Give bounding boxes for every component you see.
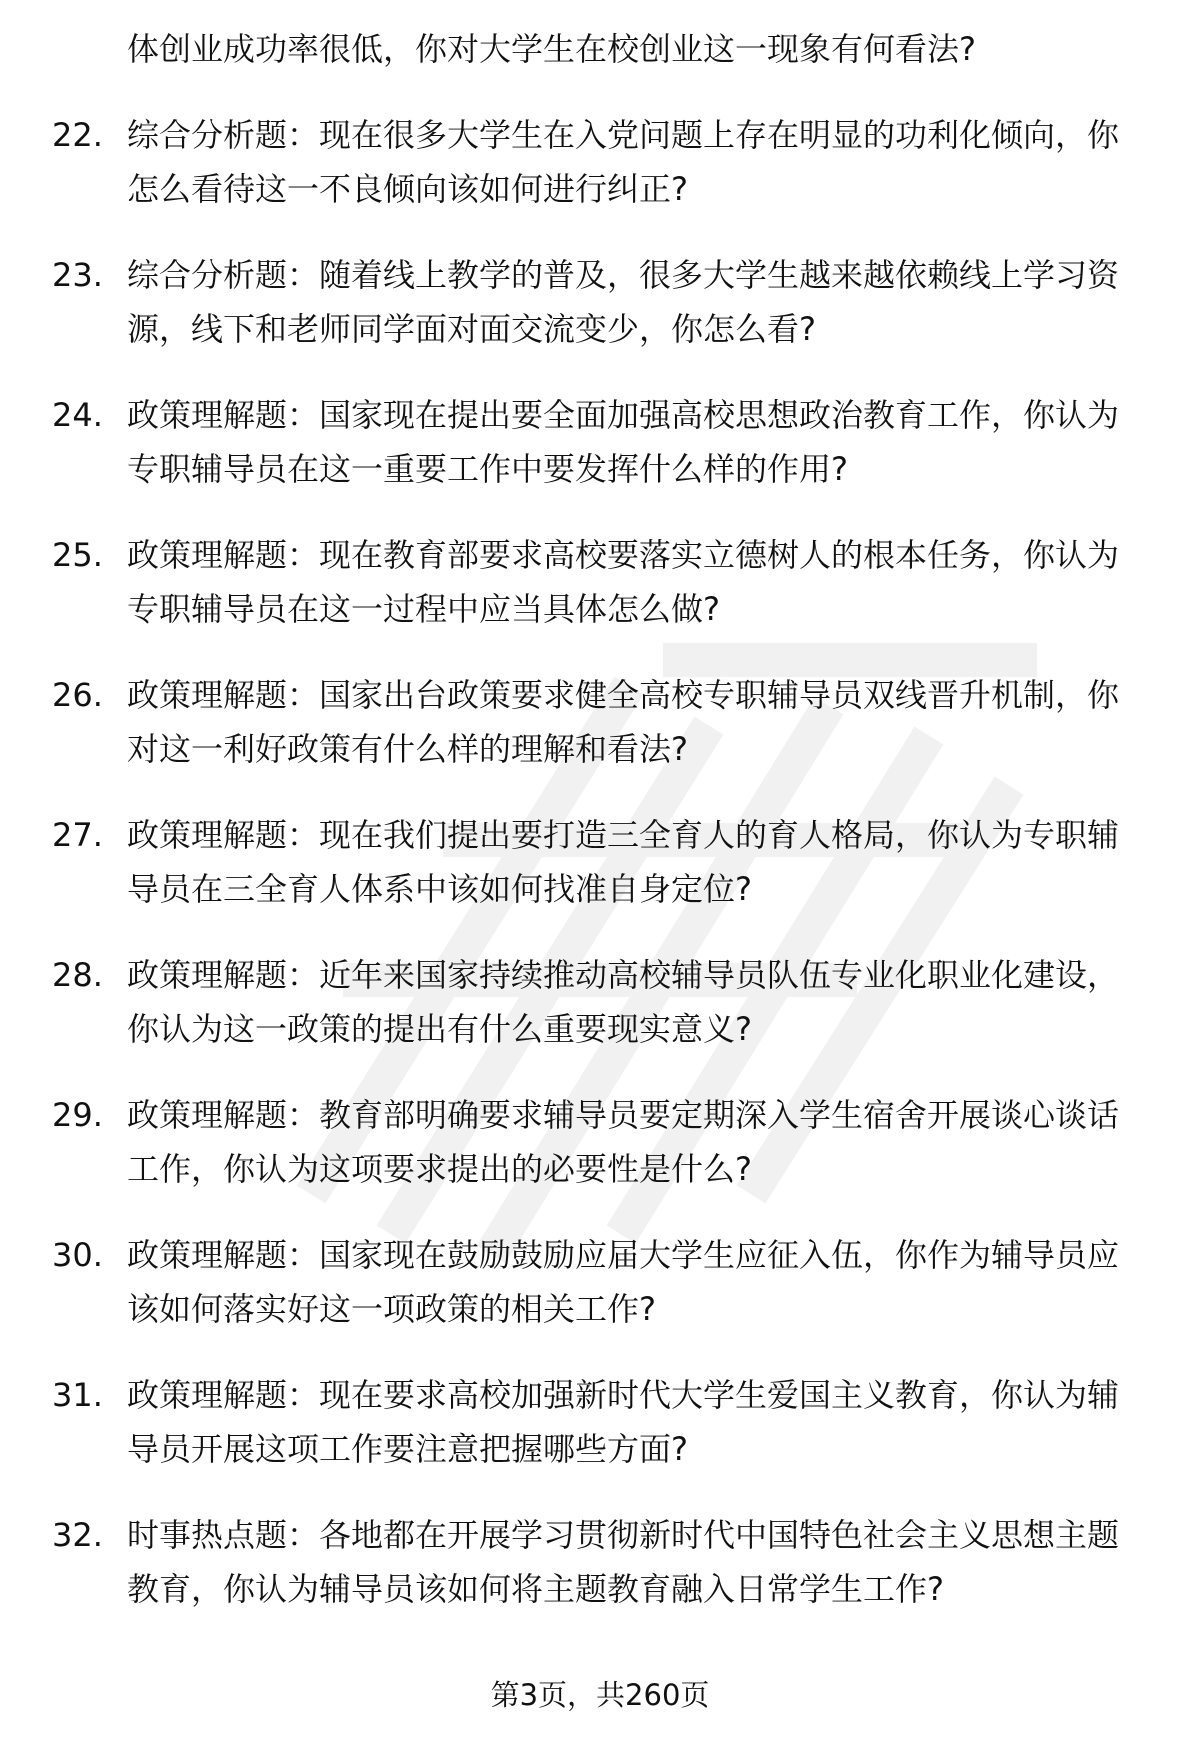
question-item xyxy=(0,1368,1200,1476)
question-item xyxy=(0,528,1200,636)
question-text: 政策理解题：近年来国家持续推动高校辅导员队伍专业化职业化建设，你认为这一政策的提出有什么重要现实意义? xyxy=(127,956,1120,1048)
question-text: 政策理解题：现在我们提出要打造三全育人的育人格局，你认为专职辅导员在三全育人体系中该如何找准自身定位? xyxy=(127,816,1120,908)
question-text: 政策理解题：教育部明确要求辅导员要定期深入学生宿舍开展谈心谈话工作，你认为这项要求提出的必要性是什么? xyxy=(127,1096,1120,1188)
question-text: 时事热点题：各地都在开展学习贯彻新时代中国特色社会主义思想主题教育，你认为辅导员该如何将主题教育融入日常学生工作? xyxy=(127,1516,1120,1608)
question-text: 政策理解题：国家现在提出要全面加强高校思想政治教育工作，你认为专职辅导员在这一重要工作中要发挥什么样的作用? xyxy=(127,396,1120,488)
page-number-footer: 第3页，共260页 xyxy=(490,1678,710,1712)
question-item xyxy=(0,948,1200,1056)
question-item xyxy=(0,248,1200,356)
continued-question-text: 体创业成功率很低，你对大学生在校创业这一现象有何看法? xyxy=(127,30,976,68)
question-number: 28. xyxy=(52,956,103,994)
question-number: 27. xyxy=(52,816,103,854)
question-text: 政策理解题：现在教育部要求高校要落实立德树人的根本任务，你认为专职辅导员在这一过程中应当具体怎么做? xyxy=(127,536,1120,628)
question-number: 23. xyxy=(52,256,103,294)
question-item xyxy=(0,668,1200,776)
question-text: 政策理解题：现在要求高校加强新时代大学生爱国主义教育，你认为辅导员开展这项工作要注意把握哪些方面? xyxy=(127,1376,1120,1468)
question-number: 24. xyxy=(52,396,103,434)
question-item xyxy=(0,108,1200,216)
question-list xyxy=(0,22,1200,1648)
question-item xyxy=(0,1228,1200,1336)
question-text: 政策理解题：国家出台政策要求健全高校专职辅导员双线晋升机制，你对这一利好政策有什么样的理解和看法? xyxy=(127,676,1120,768)
question-number: 29. xyxy=(52,1096,103,1134)
question-number: 22. xyxy=(52,116,103,154)
question-text: 综合分析题：现在很多大学生在入党问题上存在明显的功利化倾向，你怎么看待这一不良倾向该如何进行纠正? xyxy=(127,116,1120,208)
question-text: 综合分析题：随着线上教学的普及，很多大学生越来越依赖线上学习资源，线下和老师同学面对面交流变少，你怎么看? xyxy=(127,256,1120,348)
question-number: 30. xyxy=(52,1236,103,1274)
question-number: 26. xyxy=(52,676,103,714)
question-number: 25. xyxy=(52,536,103,574)
question-item xyxy=(0,808,1200,916)
question-item xyxy=(0,1508,1200,1616)
question-number: 32. xyxy=(52,1516,103,1554)
question-number: 31. xyxy=(52,1376,103,1414)
question-item xyxy=(0,1088,1200,1196)
question-item xyxy=(0,388,1200,496)
question-text: 政策理解题：国家现在鼓励鼓励应届大学生应征入伍，你作为辅导员应该如何落实好这一项政策的相关工作? xyxy=(127,1236,1120,1328)
